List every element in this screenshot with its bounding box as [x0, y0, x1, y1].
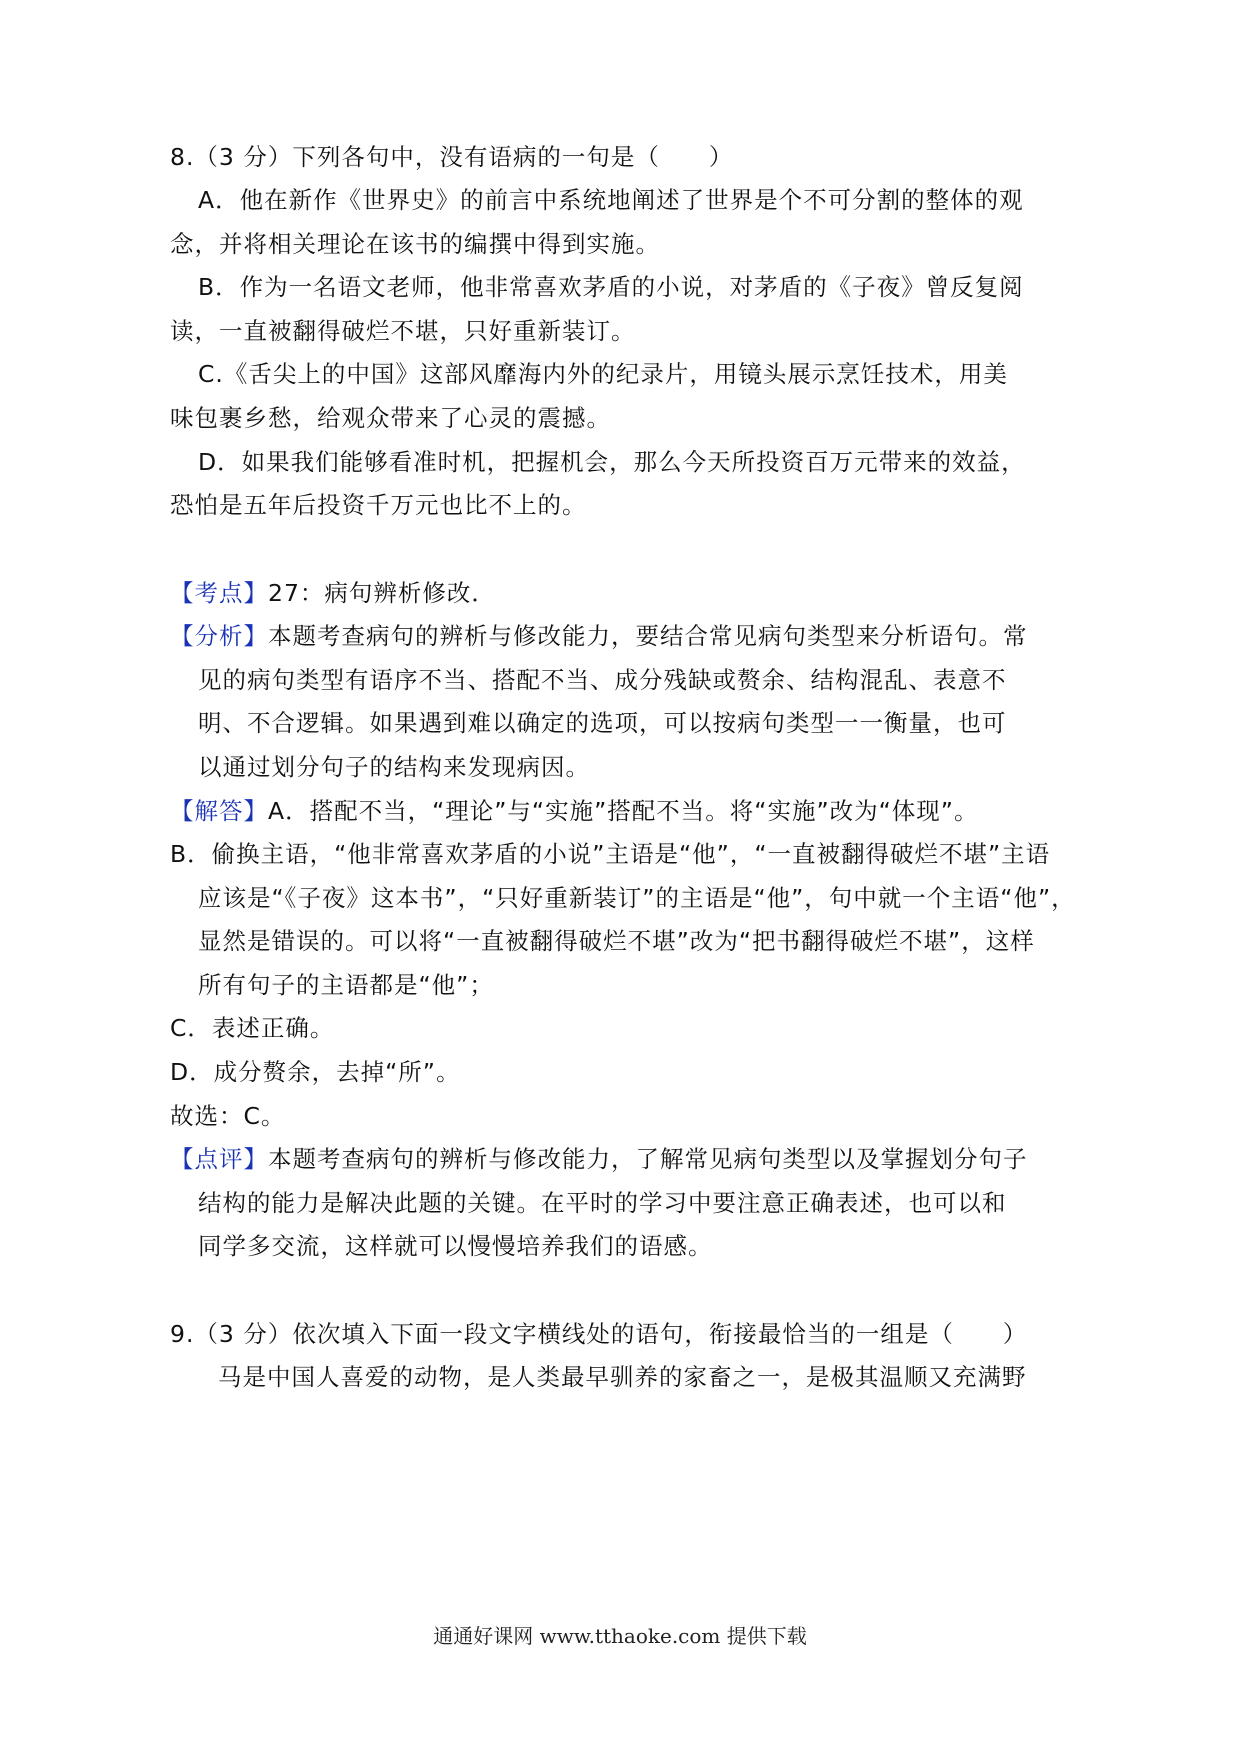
jieda-b-line1: B．偷换主语，“他非常喜欢茅盾的小说”主语是“他”，“一直被翻得破烂不堪”主语: [170, 840, 1051, 868]
fenxi-line4: 以通过划分句子的结构来发现病因。: [198, 753, 590, 781]
fenxi-line1: 本题考查病句的辨析与修改能力，要结合常见病句类型来分析语句。常: [268, 622, 1028, 650]
fenxi-line2: 见的病句类型有语序不当、搭配不当、成分残缺或赘余、结构混乱、表意不: [198, 666, 1007, 694]
q8-option-d-line1: D．如果我们能够看准时机，把握机会，那么今天所投资百万元带来的效益，: [198, 448, 1026, 476]
q8-stem: 8.（3 分）下列各句中，没有语病的一句是（ ）: [170, 143, 734, 171]
choice-answer: 故选：C。: [170, 1102, 286, 1130]
kaodian-text: 27：病句辨析修改．: [268, 579, 496, 607]
q8-option-c-line2: 味包裹乡愁，给观众带来了心灵的震撼。: [170, 404, 611, 432]
dianping-line3: 同学多交流，这样就可以慢慢培养我们的语感。: [198, 1232, 713, 1260]
page-footer: 通通好课网 www.tthaoke.com 提供下载: [433, 1624, 807, 1648]
kaodian-tag: 【考点】: [170, 579, 268, 607]
q8-option-a-line1: A．他在新作《世界史》的前言中系统地阐述了世界是个不可分割的整体的观: [198, 186, 1024, 214]
q8-option-b-line1: B．作为一名语文老师，他非常喜欢茅盾的小说，对茅盾的《子夜》曾反复阅: [198, 273, 1024, 301]
jieda-d: D．成分赘余，去掉“所”。: [170, 1058, 461, 1086]
q9-text: 马是中国人喜爱的动物，是人类最早驯养的家畜之一，是极其温顺又充满野: [218, 1363, 1027, 1391]
q8-option-a-line2: 念，并将相关理论在该书的编撰中得到实施。: [170, 230, 660, 258]
fenxi-row: [170, 619, 1028, 653]
jieda-c: C．表述正确。: [170, 1014, 335, 1042]
jieda-a: A．搭配不当，“理论”与“实施”搭配不当。将“实施”改为“体现”。: [268, 797, 979, 825]
kaodian-row: [170, 576, 496, 610]
jieda-b-line4: 所有句子的主语都是“他”；: [198, 971, 494, 999]
fenxi-tag: 【分析】: [170, 622, 268, 650]
q9-stem: 9.（3 分）依次填入下面一段文字横线处的语句，衔接最恰当的一组是（ ）: [170, 1320, 1028, 1348]
q8-option-b-line2: 读，一直被翻得破烂不堪，只好重新装订。: [170, 317, 636, 345]
jieda-tag: 【解答】: [170, 797, 268, 825]
q8-option-c-line1: C.《舌尖上的中国》这部风靡海内外的纪录片，用镜头展示烹饪技术，用美: [198, 360, 1008, 388]
dianping-line1: 本题考查病句的辨析与修改能力，了解常见病句类型以及掌握划分句子: [268, 1145, 1028, 1173]
dianping-line2: 结构的能力是解决此题的关键。在平时的学习中要注意正确表述，也可以和: [198, 1189, 1007, 1217]
jieda-b-line3: 显然是错误的。可以将“一直被翻得破烂不堪”改为“把书翻得破烂不堪”，这样: [198, 927, 1035, 955]
dianping-tag: 【点评】: [170, 1145, 268, 1173]
dianping-row: [170, 1142, 1028, 1176]
jieda-b-line2: 应该是“《子夜》这本书”，“只好重新装订”的主语是“他”，句中就一个主语“他”，: [198, 884, 1076, 912]
q8-option-d-line2: 恐怕是五年后投资千万元也比不上的。: [170, 491, 587, 519]
jieda-row: [170, 794, 978, 828]
fenxi-line3: 明、不合逻辑。如果遇到难以确定的选项，可以按病句类型一一衡量，也可: [198, 709, 1007, 737]
